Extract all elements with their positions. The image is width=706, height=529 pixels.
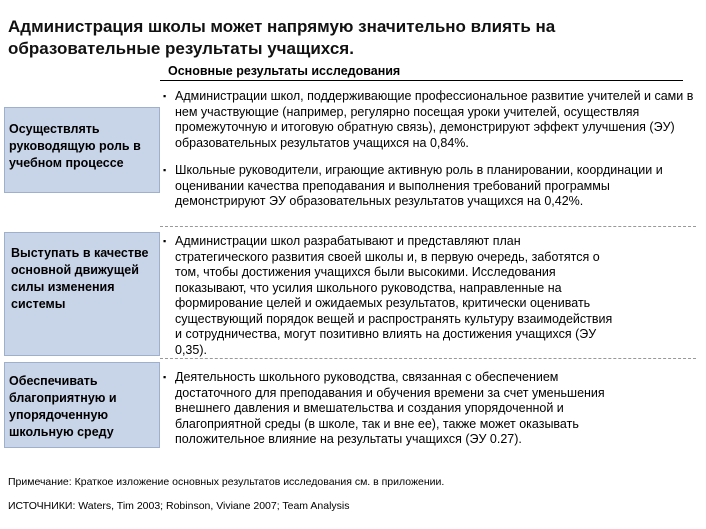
finding-text: Администрации школ разрабатывают и представляют план стратегического развития своей школы и, в первую очередь, заботятся о том, чтобы достижения учащихся были высокими. Исследования показывают, что усилия школьного руководства, направленные на формирование целей и ожидаемых результатов, критически оценивать существующий порядок вещей и распространять культуру взаимодействия и сотрудничества, могут позитивно влиять на достижения учащихся (ЭУ 0,35). xyxy=(175,234,613,357)
sources-line: ИСТОЧНИКИ: Waters, Tim 2003; Robinson, Viviane 2007; Team Analysis xyxy=(8,500,350,512)
finding-item-4 xyxy=(163,370,615,448)
role-box-change-driver: Выступать в качестве основной движущей силы изменения системы xyxy=(4,232,160,356)
bullet-icon: ▪ xyxy=(163,372,167,382)
role-box-instructional-leadership: Осуществлять руководящую роль в учебном процессе xyxy=(4,107,160,193)
footnote: Примечание: Краткое изложение основных результатов исследования см. в приложении. xyxy=(8,476,445,488)
section-divider xyxy=(160,226,696,227)
section-subtitle: Основные результаты исследования xyxy=(160,64,683,81)
bullet-icon: ▪ xyxy=(163,236,167,246)
finding-text: Администрации школ, поддерживающие профессиональное развитие учителей и сами в нем участвующие (например, регулярно посещая уроки учителей, осуществляя промежуточную и итоговую обратную связь), демонстрируют эффект улучшения (ЭУ) образовательных результатов учащихся на 0,84%. xyxy=(175,89,694,150)
finding-item-2 xyxy=(163,163,700,210)
section-divider xyxy=(160,358,696,359)
page-title: Администрация школы может напрямую значительно влиять на образовательные результаты учащихся. xyxy=(8,17,556,58)
finding-text: Школьные руководители, играющие активную роль в планировании, координации и оценивании качества преподавания и выполнения требований программы демонстрируют ЭУ образовательных результатов учащихся на 0,42%. xyxy=(175,163,663,208)
finding-item-3 xyxy=(163,234,615,358)
bullet-icon: ▪ xyxy=(163,165,167,175)
finding-item-1 xyxy=(163,89,700,151)
finding-text: Деятельность школьного руководства, связанная с обеспечением достаточного для преподавания и обучения времени за счет уменьшения внешнего давления и вмешательства и создания упорядоченной и благоприятной среды (в школе, так и вне ее), также может оказывать положительное влияние на результаты учащихся (ЭУ 0.27). xyxy=(175,370,605,446)
bullet-icon: ▪ xyxy=(163,91,167,101)
role-box-supportive-environment: Обеспечивать благоприятную и упорядоченную школьную среду xyxy=(4,362,160,448)
